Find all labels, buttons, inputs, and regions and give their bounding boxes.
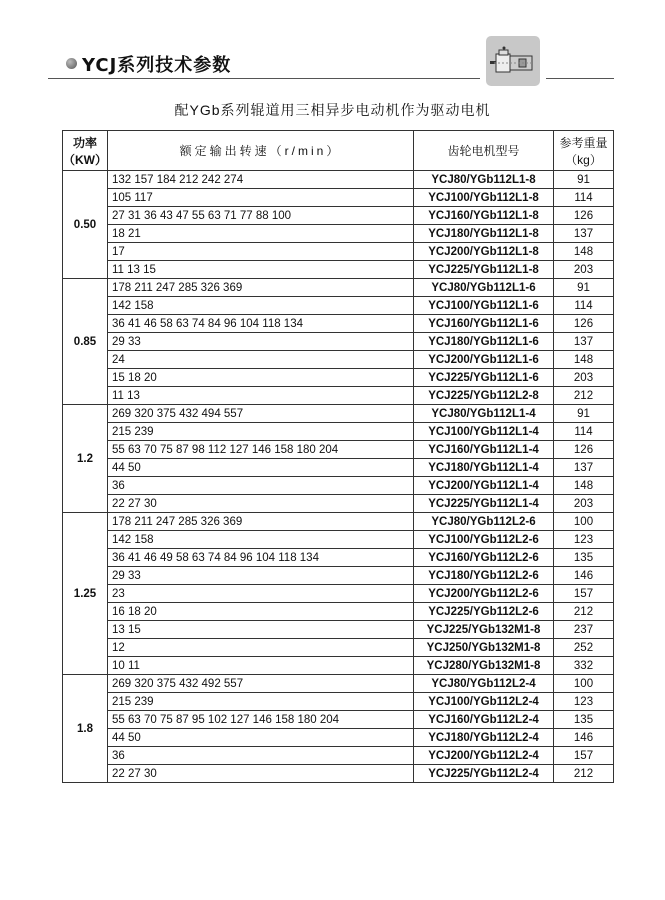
table-row bbox=[63, 297, 614, 315]
table-row bbox=[63, 189, 614, 207]
weight-cell: 148 bbox=[554, 477, 614, 495]
table-row bbox=[63, 711, 614, 729]
speed-cell: 178 211 247 285 326 369 bbox=[108, 279, 414, 297]
weight-cell: 100 bbox=[554, 675, 614, 693]
model-cell: YCJ200/YGb112L1-8 bbox=[414, 243, 554, 261]
weight-cell: 126 bbox=[554, 207, 614, 225]
speed-cell: 215 239 bbox=[108, 693, 414, 711]
speed-cell: 13 15 bbox=[108, 621, 414, 639]
table-row bbox=[63, 603, 614, 621]
model-cell: YCJ180/YGb112L2-4 bbox=[414, 729, 554, 747]
model-cell: YCJ200/YGb112L1-6 bbox=[414, 351, 554, 369]
model-cell: YCJ180/YGb112L1-6 bbox=[414, 333, 554, 351]
table-row bbox=[63, 477, 614, 495]
model-cell: YCJ225/YGb112L2-4 bbox=[414, 765, 554, 783]
speed-cell: 29 33 bbox=[108, 333, 414, 351]
speed-cell: 16 18 20 bbox=[108, 603, 414, 621]
speed-cell: 132 157 184 212 242 274 bbox=[108, 171, 414, 189]
speed-cell: 29 33 bbox=[108, 567, 414, 585]
model-cell: YCJ250/YGb132M1-8 bbox=[414, 639, 554, 657]
table-row bbox=[63, 207, 614, 225]
table-row bbox=[63, 279, 614, 297]
model-cell: YCJ200/YGb112L2-4 bbox=[414, 747, 554, 765]
speed-cell: 36 41 46 49 58 63 74 84 96 104 118 134 bbox=[108, 549, 414, 567]
model-cell: YCJ180/YGb112L1-8 bbox=[414, 225, 554, 243]
power-cell: 0.50 bbox=[63, 171, 108, 279]
weight-cell: 114 bbox=[554, 297, 614, 315]
speed-cell: 44 50 bbox=[108, 459, 414, 477]
weight-cell: 157 bbox=[554, 747, 614, 765]
weight-cell: 114 bbox=[554, 189, 614, 207]
header-power-label: 功率 bbox=[72, 135, 97, 150]
speed-cell: 36 bbox=[108, 477, 414, 495]
weight-cell: 126 bbox=[554, 315, 614, 333]
speed-cell: 36 41 46 58 63 74 84 96 104 118 134 bbox=[108, 315, 414, 333]
speed-cell: 269 320 375 432 492 557 bbox=[108, 675, 414, 693]
header-power bbox=[63, 131, 108, 171]
gear-motor-icon bbox=[486, 36, 540, 86]
speed-cell: 36 bbox=[108, 747, 414, 765]
model-cell: YCJ225/YGb132M1-8 bbox=[414, 621, 554, 639]
table-row bbox=[63, 387, 614, 405]
model-cell: YCJ200/YGb112L1-4 bbox=[414, 477, 554, 495]
model-cell: YCJ80/YGb112L1-8 bbox=[414, 171, 554, 189]
model-cell: YCJ225/YGb112L2-8 bbox=[414, 387, 554, 405]
header-weight-unit: （kg） bbox=[565, 152, 602, 167]
speed-cell: 22 27 30 bbox=[108, 765, 414, 783]
speed-cell: 23 bbox=[108, 585, 414, 603]
table-row bbox=[63, 495, 614, 513]
weight-cell: 157 bbox=[554, 585, 614, 603]
table-row bbox=[63, 315, 614, 333]
weight-cell: 332 bbox=[554, 657, 614, 675]
model-cell: YCJ80/YGb112L2-6 bbox=[414, 513, 554, 531]
speed-cell: 10 11 bbox=[108, 657, 414, 675]
table-row bbox=[63, 729, 614, 747]
table-row bbox=[63, 513, 614, 531]
table-row bbox=[63, 657, 614, 675]
weight-cell: 148 bbox=[554, 243, 614, 261]
speed-cell: 11 13 15 bbox=[108, 261, 414, 279]
weight-cell: 91 bbox=[554, 405, 614, 423]
weight-cell: 146 bbox=[554, 567, 614, 585]
weight-cell: 212 bbox=[554, 603, 614, 621]
model-cell: YCJ80/YGb112L2-4 bbox=[414, 675, 554, 693]
weight-cell: 91 bbox=[554, 279, 614, 297]
header-divider bbox=[48, 78, 480, 79]
page-title: YCJ系列技术参数 bbox=[82, 55, 232, 76]
weight-cell: 203 bbox=[554, 495, 614, 513]
table-row bbox=[63, 567, 614, 585]
header-speed: 额定输出转速（r/min） bbox=[108, 131, 414, 171]
weight-cell: 252 bbox=[554, 639, 614, 657]
bullet-icon bbox=[66, 58, 77, 69]
speed-cell: 55 63 70 75 87 95 102 127 146 158 180 204 bbox=[108, 711, 414, 729]
table-row bbox=[63, 639, 614, 657]
header-weight-label: 参考重量 bbox=[559, 135, 608, 150]
model-cell: YCJ80/YGb112L1-6 bbox=[414, 279, 554, 297]
weight-cell: 123 bbox=[554, 531, 614, 549]
model-cell: YCJ225/YGb112L2-6 bbox=[414, 603, 554, 621]
weight-cell: 137 bbox=[554, 225, 614, 243]
model-cell: YCJ225/YGb112L1-8 bbox=[414, 261, 554, 279]
weight-cell: 137 bbox=[554, 459, 614, 477]
speed-cell: 142 158 bbox=[108, 297, 414, 315]
model-cell: YCJ225/YGb112L1-6 bbox=[414, 369, 554, 387]
table-row bbox=[63, 171, 614, 189]
speed-cell: 11 13 bbox=[108, 387, 414, 405]
weight-cell: 100 bbox=[554, 513, 614, 531]
table-row bbox=[63, 675, 614, 693]
power-cell: 1.25 bbox=[63, 513, 108, 675]
speed-cell: 55 63 70 75 87 98 112 127 146 158 180 204 bbox=[108, 441, 414, 459]
speed-cell: 44 50 bbox=[108, 729, 414, 747]
table-row bbox=[63, 351, 614, 369]
table-row bbox=[63, 585, 614, 603]
weight-cell: 123 bbox=[554, 693, 614, 711]
table-row bbox=[63, 549, 614, 567]
weight-cell: 135 bbox=[554, 711, 614, 729]
model-cell: YCJ160/YGb112L2-4 bbox=[414, 711, 554, 729]
table-row bbox=[63, 621, 614, 639]
model-cell: YCJ100/YGb112L1-4 bbox=[414, 423, 554, 441]
header-model: 齿轮电机型号 bbox=[414, 131, 554, 171]
speed-cell: 22 27 30 bbox=[108, 495, 414, 513]
weight-cell: 135 bbox=[554, 549, 614, 567]
table-header-row bbox=[63, 131, 614, 171]
model-cell: YCJ180/YGb112L2-6 bbox=[414, 567, 554, 585]
table-row bbox=[63, 333, 614, 351]
speed-cell: 15 18 20 bbox=[108, 369, 414, 387]
table-row bbox=[63, 693, 614, 711]
weight-cell: 148 bbox=[554, 351, 614, 369]
power-cell: 1.2 bbox=[63, 405, 108, 513]
model-cell: YCJ180/YGb112L1-4 bbox=[414, 459, 554, 477]
spec-table bbox=[62, 130, 614, 783]
header-power-unit: （KW） bbox=[63, 152, 107, 167]
model-cell: YCJ160/YGb112L1-6 bbox=[414, 315, 554, 333]
speed-cell: 105 117 bbox=[108, 189, 414, 207]
speed-cell: 215 239 bbox=[108, 423, 414, 441]
table-row bbox=[63, 225, 614, 243]
speed-cell: 12 bbox=[108, 639, 414, 657]
table-row bbox=[63, 423, 614, 441]
table-row bbox=[63, 369, 614, 387]
power-cell: 1.8 bbox=[63, 675, 108, 783]
weight-cell: 203 bbox=[554, 369, 614, 387]
speed-cell: 24 bbox=[108, 351, 414, 369]
header-weight bbox=[554, 131, 614, 171]
weight-cell: 126 bbox=[554, 441, 614, 459]
model-cell: YCJ100/YGb112L2-6 bbox=[414, 531, 554, 549]
table-body bbox=[63, 171, 614, 783]
weight-cell: 114 bbox=[554, 423, 614, 441]
speed-cell: 17 bbox=[108, 243, 414, 261]
weight-cell: 203 bbox=[554, 261, 614, 279]
speed-cell: 18 21 bbox=[108, 225, 414, 243]
header-divider-right bbox=[546, 78, 614, 79]
model-cell: YCJ280/YGb132M1-8 bbox=[414, 657, 554, 675]
model-cell: YCJ160/YGb112L1-4 bbox=[414, 441, 554, 459]
speed-cell: 27 31 36 43 47 55 63 71 77 88 100 bbox=[108, 207, 414, 225]
weight-cell: 237 bbox=[554, 621, 614, 639]
weight-cell: 212 bbox=[554, 765, 614, 783]
model-cell: YCJ100/YGb112L2-4 bbox=[414, 693, 554, 711]
table-caption: 配YGb系列辊道用三相异步电动机作为驱动电机 bbox=[174, 102, 491, 118]
table-row bbox=[63, 261, 614, 279]
table-row bbox=[63, 441, 614, 459]
speed-cell: 178 211 247 285 326 369 bbox=[108, 513, 414, 531]
weight-cell: 91 bbox=[554, 171, 614, 189]
model-cell: YCJ200/YGb112L2-6 bbox=[414, 585, 554, 603]
table-row bbox=[63, 765, 614, 783]
speed-cell: 269 320 375 432 494 557 bbox=[108, 405, 414, 423]
table-row bbox=[63, 243, 614, 261]
model-cell: YCJ100/YGb112L1-6 bbox=[414, 297, 554, 315]
table-row bbox=[63, 459, 614, 477]
table-row bbox=[63, 747, 614, 765]
model-cell: YCJ160/YGb112L1-8 bbox=[414, 207, 554, 225]
model-cell: YCJ225/YGb112L1-4 bbox=[414, 495, 554, 513]
table-row bbox=[63, 405, 614, 423]
model-cell: YCJ100/YGb112L1-8 bbox=[414, 189, 554, 207]
model-cell: YCJ160/YGb112L2-6 bbox=[414, 549, 554, 567]
model-cell: YCJ80/YGb112L1-4 bbox=[414, 405, 554, 423]
weight-cell: 146 bbox=[554, 729, 614, 747]
table-row bbox=[63, 531, 614, 549]
weight-cell: 212 bbox=[554, 387, 614, 405]
speed-cell: 142 158 bbox=[108, 531, 414, 549]
power-cell: 0.85 bbox=[63, 279, 108, 405]
weight-cell: 137 bbox=[554, 333, 614, 351]
